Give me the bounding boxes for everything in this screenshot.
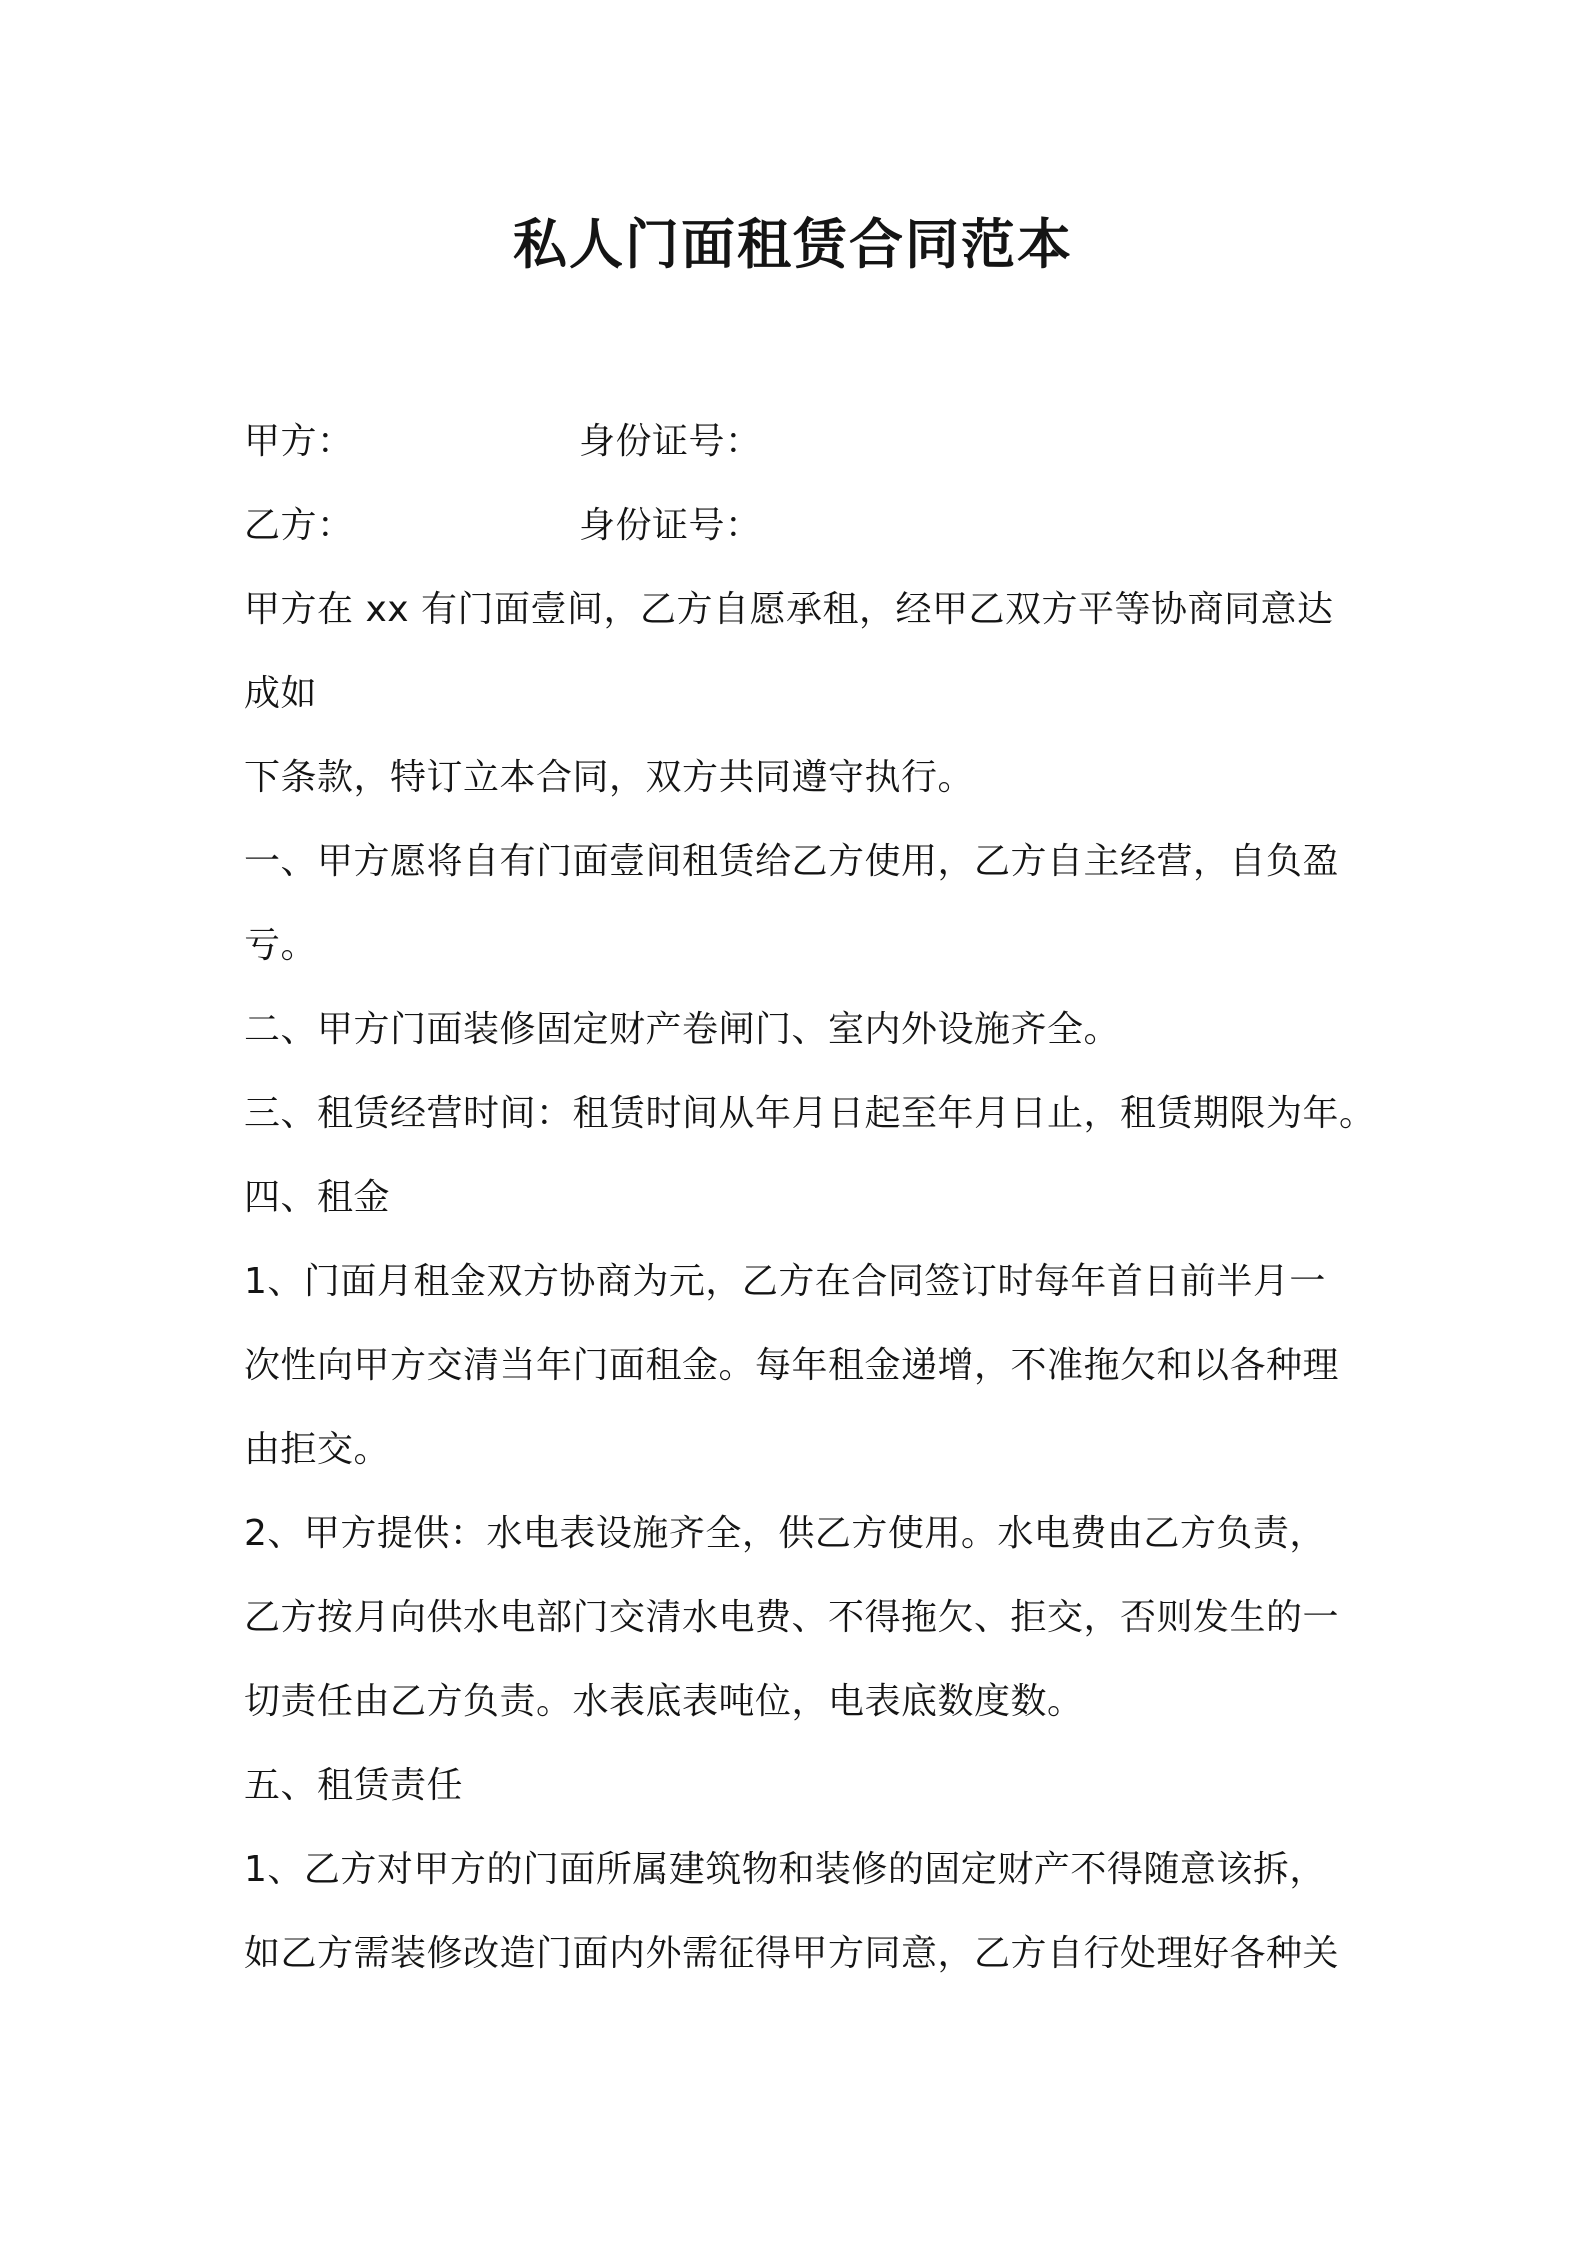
party-a-id-label: 身份证号： (579, 421, 762, 462)
party-b-row (244, 484, 1364, 568)
rent-item-2-line: 2、甲方提供：水电表设施齐全，供乙方使用。水电费由乙方负责， (244, 1513, 1326, 1554)
party-a-row (244, 400, 1364, 484)
rent-item-2-line: 乙方按月向供水电部门交清水电费、不得拖欠、拒交，否则发生的一 (244, 1597, 1340, 1638)
paragraph-line: 成如 (244, 673, 318, 714)
paragraph-line: 下条款，特订立本合同，双方共同遵守执行。 (244, 757, 975, 798)
clause-2-line: 二、甲方门面装修固定财产卷闸门、室内外设施齐全。 (244, 1009, 1121, 1050)
party-a-label: 甲方： (244, 421, 354, 462)
responsibility-item-1-line: 如乙方需装修改造门面内外需征得甲方同意，乙方自行处理好各种关 (244, 1933, 1340, 1974)
responsibility-item-1-line: 1、乙方对甲方的门面所属建筑物和装修的固定财产不得随意该拆， (244, 1849, 1326, 1890)
section-heading-rent: 四、租金 (244, 1177, 391, 1218)
rent-item-1-line: 由拒交。 (244, 1429, 391, 1470)
clause-1-line: 亏。 (244, 925, 318, 966)
clause-3-line: 三、租赁经营时间：租赁时间从年月日起至年月日止，租赁期限为年。 (244, 1093, 1376, 1134)
rent-item-1-line: 1、门面月租金双方协商为元，乙方在合同签订时每年首日前半月一 (244, 1261, 1326, 1302)
document-title: 私人门面租赁合同范本 (513, 213, 1073, 276)
contract-body (244, 400, 1376, 1996)
section-heading-responsibility: 五、租赁责任 (244, 1765, 464, 1806)
party-b-id-label: 身份证号： (579, 505, 762, 546)
paragraph-line: 甲方在 xx 有门面壹间，乙方自愿承租，经甲乙双方平等协商同意达 (244, 589, 1334, 630)
clause-1-line: 一、甲方愿将自有门面壹间租赁给乙方使用，乙方自主经营，自负盈 (244, 841, 1340, 882)
rent-item-1-line: 次性向甲方交清当年门面租金。每年租金递增，不准拖欠和以各种理 (244, 1345, 1340, 1386)
party-b-label: 乙方： (244, 505, 354, 546)
rent-item-2-line: 切责任由乙方负责。水表底表吨位，电表底数度数。 (244, 1681, 1084, 1722)
